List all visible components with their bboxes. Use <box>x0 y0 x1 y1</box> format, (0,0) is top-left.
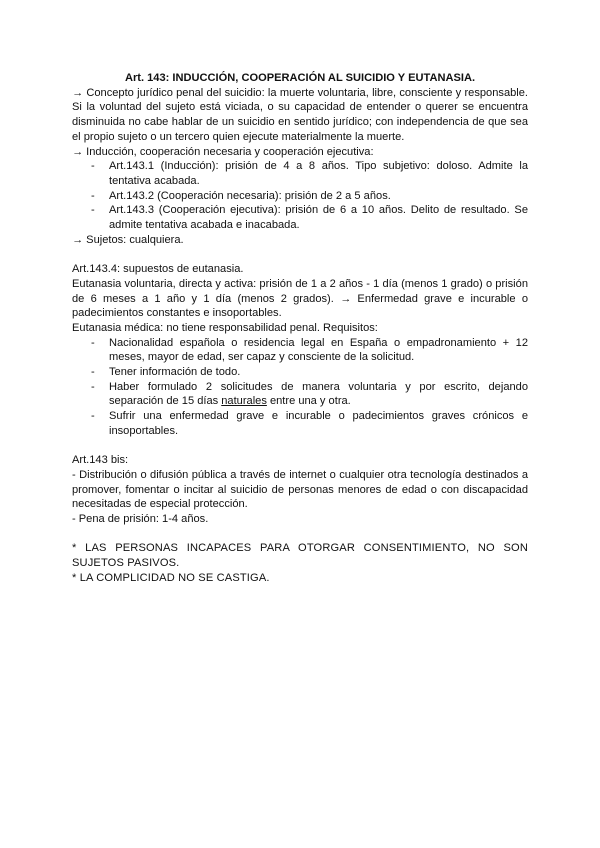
spacer <box>72 247 528 262</box>
cooperation-forms-heading: → Inducción, cooperación necesaria y cooperación ejecutiva: <box>72 145 374 158</box>
subjects-line: → Sujetos: cualquiera. <box>72 233 184 246</box>
euthanasia-heading: Art.143.4: supuestos de eutanasia. <box>72 263 244 276</box>
requirements-list <box>72 336 528 439</box>
list-item: - Art.143.3 (Cooperación ejecutiva): prisión de 6 a 10 años. Delito de resultado. Se admite tentativa acabada e inacabada. <box>72 203 528 232</box>
page-title: Art. 143: INDUCCIÓN, COOPERACIÓN AL SUICIDIO Y EUTANASIA. <box>124 72 476 84</box>
list-item-text: entre una y otra. <box>266 395 351 408</box>
distribution-paragraph: - Distribución o difusión pública a través de internet o cualquier otra tecnología destinados a promover, fomentar o incitar al suicidio de personas menores de edad o con discapacidad necesitadas de especial protección. <box>72 468 528 511</box>
note-complicity: * LA COMPLICIDAD NO SE CASTIGA. <box>72 571 270 584</box>
list-item: - Art.143.1 (Inducción): prisión de 4 a 8 años. Tipo subjetivo: doloso. Admite la tentativa acabada. <box>72 159 528 188</box>
list-item <box>72 380 528 409</box>
active-euthanasia-paragraph: Eutanasia voluntaria, directa y activa: prisión de 1 a 2 años - 1 día (menos 1 grado) o prisión de 6 meses a 1 año y 1 día (menos 2 grados). → Enfermedad grave e incurable o padecimientos constantes e insoportables. <box>72 277 528 320</box>
cooperation-forms-list <box>72 159 528 233</box>
medical-euthanasia-heading: Eutanasia médica: no tiene responsabilidad penal. Requisitos: <box>72 321 378 334</box>
art-143-bis-heading: Art.143 bis: <box>72 454 129 467</box>
spacer <box>72 439 528 454</box>
spacer <box>72 527 528 542</box>
list-item: - Sufrir una enfermedad grave e incurable o padecimientos graves crónicos e insoportables. <box>72 409 528 438</box>
list-item-text: Haber formulado 2 solicitudes de manera voluntaria y por escrito, dejando separación de 15 días <box>109 380 528 408</box>
suicide-concept-paragraph: → Concepto jurídico penal del suicidio: la muerte voluntaria, libre, consciente y responsable. Si la voluntad del sujeto está viciada, o su capacidad de entender o querer se encuentra disminuida no cabe hablar de un suicidio en sentido jurídico; con independencia de que sea el propio sujeto o un tercero quien ejecute materialmente la muerte. <box>72 86 528 143</box>
penalty-line: - Pena de prisión: 1-4 años. <box>72 513 209 526</box>
list-item: - Tener información de todo. <box>72 365 528 380</box>
note-incapable-persons: * LAS PERSONAS INCAPACES PARA OTORGAR CONSENTIMIENTO, NO SON SUJETOS PASIVOS. <box>72 542 528 570</box>
document-page <box>72 71 528 586</box>
underlined-word: naturales <box>221 395 267 408</box>
list-item: - Nacionalidad española o residencia legal en España o empadronamiento + 12 meses, mayor de edad, ser capaz y consciente de la solicitud. <box>72 336 528 365</box>
list-item: - Art.143.2 (Cooperación necesaria): prisión de 2 a 5 años. <box>72 189 528 204</box>
